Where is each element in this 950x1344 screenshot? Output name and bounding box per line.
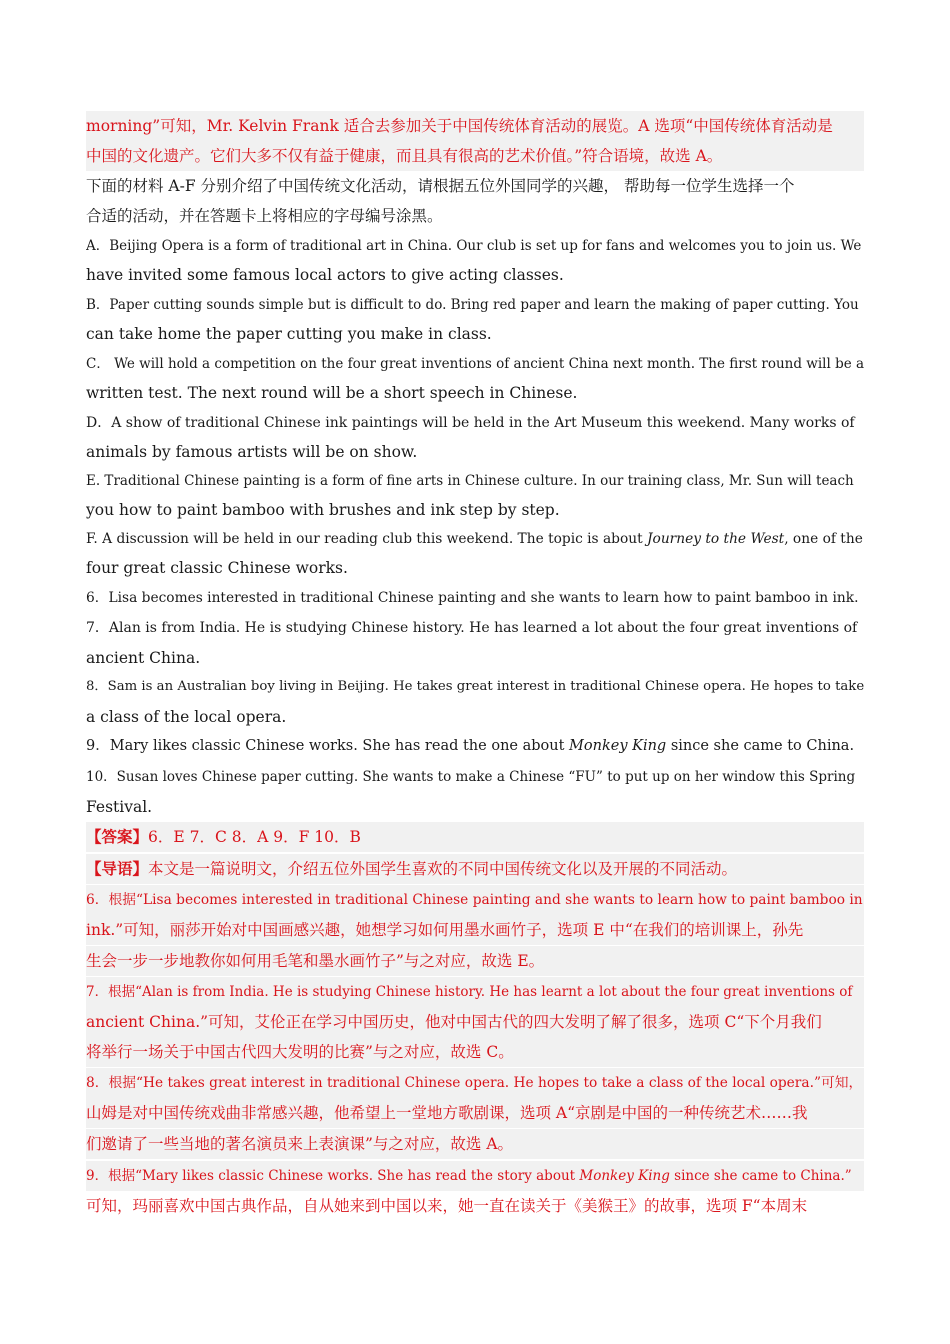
explanation-7-line-3: 将举行一场关于中国古代四大发明的比赛”与之对应，故选 C。 xyxy=(86,1037,864,1067)
answer-tag: 【答案】 xyxy=(86,827,149,846)
question-10-line-2: Festival. xyxy=(86,798,153,816)
answer-text: 6．E 7．C 8．A 9．F 10．B xyxy=(148,828,361,846)
option-b-line-2: can take home the paper cutting you make in class. xyxy=(86,325,492,343)
explanation-6-line-2: ink.”可知，丽莎开始对中国画感兴趣，她想学习如何用墨水画竹子，选项 E 中“在我们的培训课上，孙先 xyxy=(86,915,864,945)
explanation-9-text-a: 9．根据“Mary likes classic Chinese works. She has read the story about xyxy=(86,1168,580,1184)
question-10-line-1: 10．Susan loves Chinese paper cutting. She wants to make a Chinese “FU” to put up on her window this Spring xyxy=(86,769,856,785)
question-7-line-2: ancient China. xyxy=(86,649,201,667)
instructions-line-2: 合适的活动，并在答题卡上将相应的字母编号涂黑。 xyxy=(86,207,443,225)
guide-text: 本文是一篇说明文，介绍五位外国学生喜欢的不同中国传统文化以及开展的不同活动。 xyxy=(148,860,738,878)
explanation-6-line-1: 6．根据“Lisa becomes interested in traditional Chinese painting and she wants to learn how to paint bamboo in xyxy=(86,885,864,915)
instructions-line-1: 下面的材料 A-F 分别介绍了中国传统文化活动，请根据五位外国同学的兴趣， 帮助每一位学生选择一个 xyxy=(86,177,795,195)
option-e-line-2: you how to paint bamboo with brushes and ink step by step. xyxy=(86,501,560,519)
explanation-9-text-b: since she came to China.” xyxy=(669,1168,852,1184)
option-b-line-1: B．Paper cutting sounds simple but is difficult to do. Bring red paper and learn the making of paper cutting. You xyxy=(86,297,859,313)
question-6: 6．Lisa becomes interested in traditional Chinese painting and she wants to learn how to paint bamboo in ink. xyxy=(86,590,859,606)
prev-explanation-line-2: 中国的文化遗产。它们大多不仅有益于健康，而且具有很高的艺术价值。”符合语境，故选 A。 xyxy=(86,141,864,171)
explanation-8-line-3: 们邀请了一些当地的著名演员来上表演课”与之对应，故选 A。 xyxy=(86,1129,864,1159)
option-a-line-1: A．Beijing Opera is a form of traditional art in China. Our club is set up for fans and welcomes you to join us. We xyxy=(86,238,862,254)
option-f-book-title: Journey to the West xyxy=(647,531,785,547)
explanation-9-line-2: 可知，玛丽喜欢中国古典作品，自从她来到中国以来，她一直在读关于《美猴王》的故事，选项 F“本周末 xyxy=(86,1197,808,1215)
explanation-7-line-1: 7．根据“Alan is from India. He is studying Chinese history. He has learnt a lot about the four great inventions of xyxy=(86,977,864,1007)
explanation-9-book-title: Monkey King xyxy=(579,1168,670,1184)
question-8-line-1: 8．Sam is an Australian boy living in Beijing. He takes great interest in traditional Chinese opera. He hopes to take xyxy=(86,679,864,694)
option-d-line-1: D．A show of traditional Chinese ink paintings will be held in the Art Museum this weekend. Many works of xyxy=(86,415,855,431)
question-9-text-a: 9．Mary likes classic Chinese works. She has read the one about xyxy=(86,738,570,754)
explanation-6-line-3: 生会一步一步地教你如何用毛笔和墨水画竹子”与之对应，故选 E。 xyxy=(86,946,864,976)
option-f-line-2: four great classic Chinese works. xyxy=(86,559,348,577)
explanation-8-line-2: 山姆是对中国传统戏曲非常感兴趣，他希望上一堂地方歌剧课，选项 A“京剧是中国的一种传统艺术……我 xyxy=(86,1098,864,1128)
explanation-7-line-2: ancient China.”可知，艾伦正在学习中国历史，他对中国古代的四大发明了解了很多，选项 C“下个月我们 xyxy=(86,1007,864,1037)
option-a-line-2: have invited some famous local actors to give acting classes. xyxy=(86,266,564,284)
question-9 xyxy=(86,731,864,761)
question-8-line-2: a class of the local opera. xyxy=(86,708,287,726)
option-f-text-a: F. A discussion will be held in our reading club this weekend. The topic is about xyxy=(86,531,648,547)
guide-tag: 【导语】 xyxy=(86,859,149,878)
option-f-text-b: , one of the xyxy=(784,531,863,547)
option-f-line-1 xyxy=(86,524,864,554)
question-9-book-title: Monkey King xyxy=(569,738,667,754)
option-d-line-2: animals by famous artists will be on show. xyxy=(86,443,418,461)
guide-line xyxy=(86,854,864,884)
explanation-8-line-1: 8．根据“He takes great interest in traditional Chinese opera. He hopes to take a class of the local opera.”可知， xyxy=(86,1068,864,1098)
option-c-line-1: C． We will hold a competition on the four great inventions of ancient China next month. The first round will be a xyxy=(86,356,864,372)
prev-explanation-line-1: morning”可知，Mr. Kelvin Frank 适合去参加关于中国传统体育活动的展览。A 选项“中国传统体育活动是 xyxy=(86,111,864,141)
option-e-line-1: E. Traditional Chinese painting is a form of fine arts in Chinese culture. In our training class, Mr. Sun will teach xyxy=(86,473,854,489)
option-c-line-2: written test. The next round will be a short speech in Chinese. xyxy=(86,384,578,402)
question-9-text-b: since she came to China. xyxy=(666,738,855,754)
explanation-9-line-1 xyxy=(86,1161,864,1191)
question-7-line-1: 7．Alan is from India. He is studying Chinese history. He has learned a lot about the four great inventions of xyxy=(86,620,858,636)
answer-line xyxy=(86,822,864,852)
